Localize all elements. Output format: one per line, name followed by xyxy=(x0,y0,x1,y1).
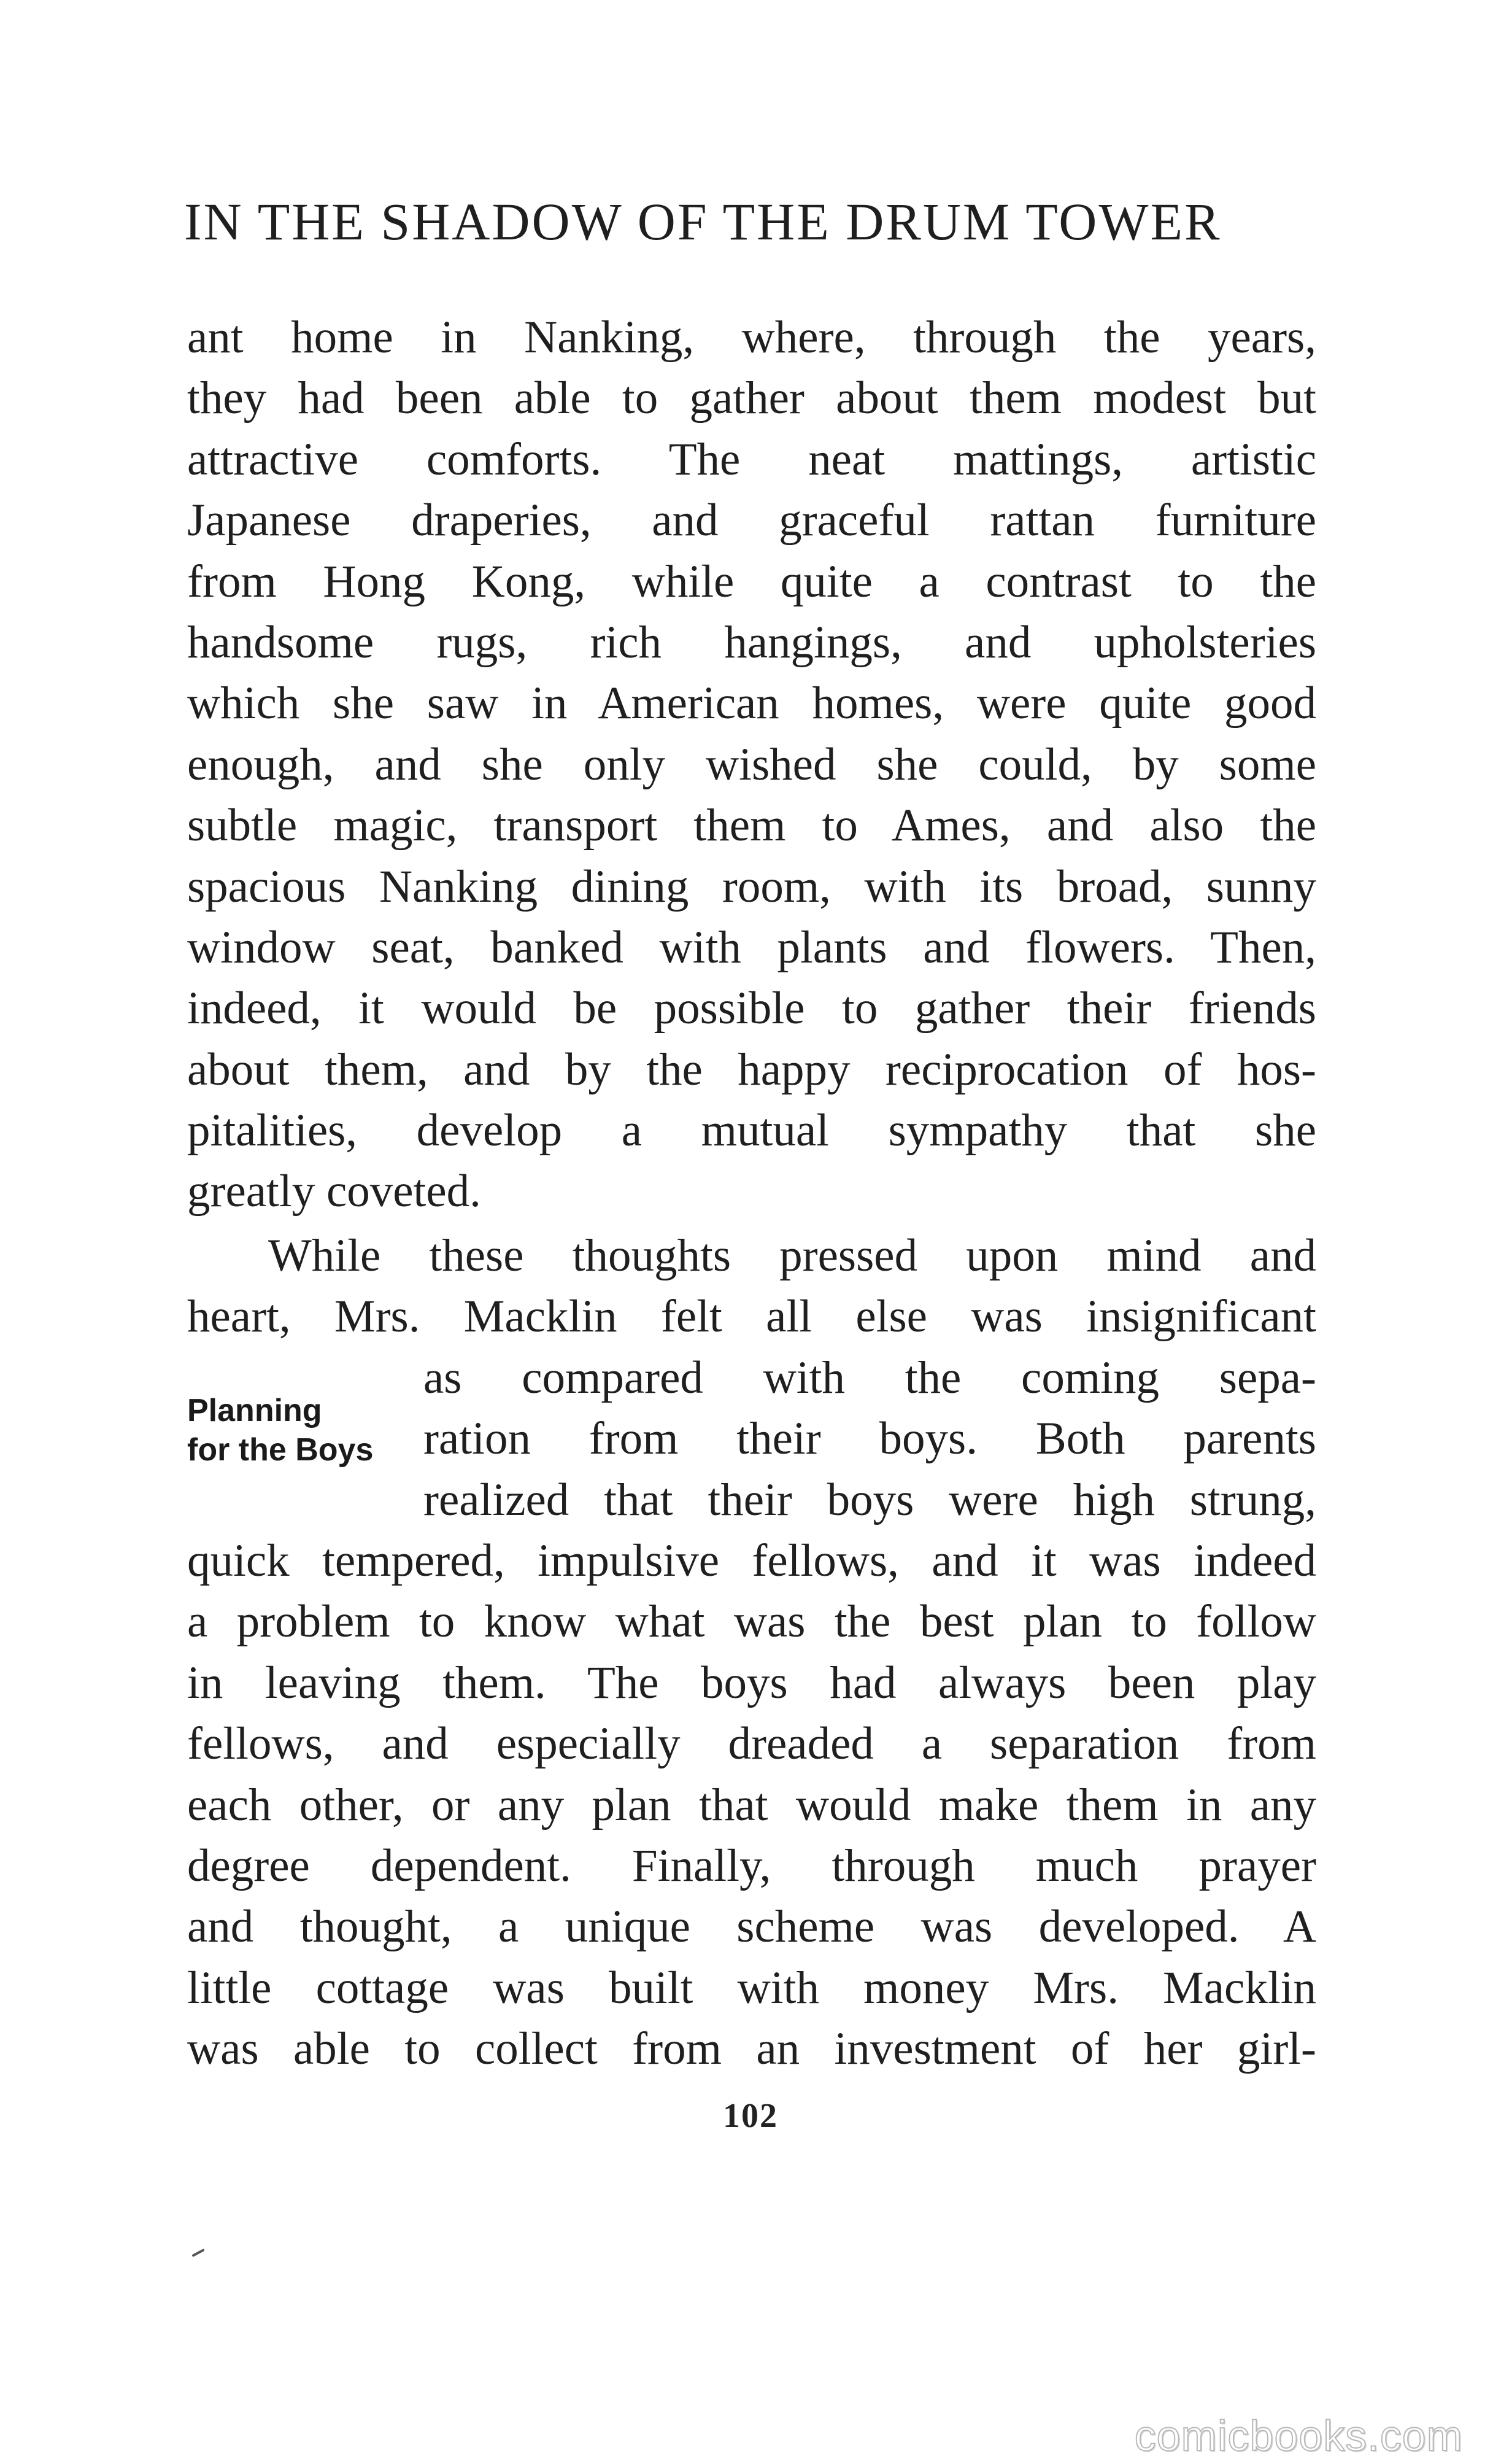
text-line: attractive comforts. The neat mattings, artistic xyxy=(187,433,1316,485)
running-head: IN THE SHADOW OF THE DRUM TOWER xyxy=(184,192,1222,251)
text-line: about them, and by the happy reciprocation of hos- xyxy=(187,1044,1316,1095)
page-number: 102 xyxy=(723,2097,778,2135)
text-line: ant home in Nanking, where, through the years, xyxy=(187,312,1316,363)
text-line: from Hong Kong, while quite a contrast to the xyxy=(187,556,1316,607)
text-line: pitalities, develop a mutual sympathy that she xyxy=(187,1105,1316,1156)
text-line: degree dependent. Finally, through much prayer xyxy=(187,1840,1316,1891)
text-line: each other, or any plan that would make them in any xyxy=(187,1779,1316,1831)
paragraph-continued xyxy=(187,307,1316,1222)
text-line: in leaving them. The boys had always been play xyxy=(187,1657,1316,1708)
text-line: a problem to know what was the best plan to follow xyxy=(187,1596,1316,1648)
text-line: as compared with the coming sepa- xyxy=(423,1352,1316,1403)
text-line: Japanese draperies, and graceful rattan furniture xyxy=(187,495,1316,546)
paragraph-planning xyxy=(187,1225,1316,2079)
margin-sidenote xyxy=(187,1390,420,1471)
text-line: indeed, it would be possible to gather their friends xyxy=(187,983,1316,1034)
sidenote-line: for the Boys xyxy=(187,1432,374,1468)
text-line: was able to collect from an investment of her girl- xyxy=(187,2023,1316,2075)
watermark: comicbooks.com xyxy=(1134,2412,1463,2460)
text-line: fellows, and especially dreaded a separation from xyxy=(187,1718,1316,1770)
text-line: and thought, a unique scheme was developed. A xyxy=(187,1901,1316,1953)
text-line: handsome rugs, rich hangings, and upholsteries xyxy=(187,616,1316,668)
text-line: subtle magic, transport them to Ames, and also the xyxy=(187,800,1316,851)
text-line: ration from their boys. Both parents xyxy=(423,1413,1316,1465)
text-line: little cottage was built with money Mrs. Macklin xyxy=(187,1962,1316,2013)
text-line: quick tempered, impulsive fellows, and it was indeed xyxy=(187,1535,1316,1586)
text-line: greatly coveted. xyxy=(187,1166,481,1217)
scan-speck xyxy=(191,2249,204,2257)
text-line: window seat, banked with plants and flowers. Then, xyxy=(187,921,1316,973)
text-line: spacious Nanking dining room, with its broad, sunny xyxy=(187,861,1316,912)
text-line: heart, Mrs. Macklin felt all else was insignificant xyxy=(187,1291,1316,1342)
text-line: they had been able to gather about them modest but xyxy=(187,373,1316,424)
text-line: realized that their boys were high strung, xyxy=(423,1474,1316,1525)
text-line: While these thoughts pressed upon mind and xyxy=(268,1230,1316,1281)
sidenote-line: Planning xyxy=(187,1393,322,1428)
text-line: which she saw in American homes, were quite good xyxy=(187,678,1316,729)
text-line: enough, and she only wished she could, by some xyxy=(187,738,1316,790)
